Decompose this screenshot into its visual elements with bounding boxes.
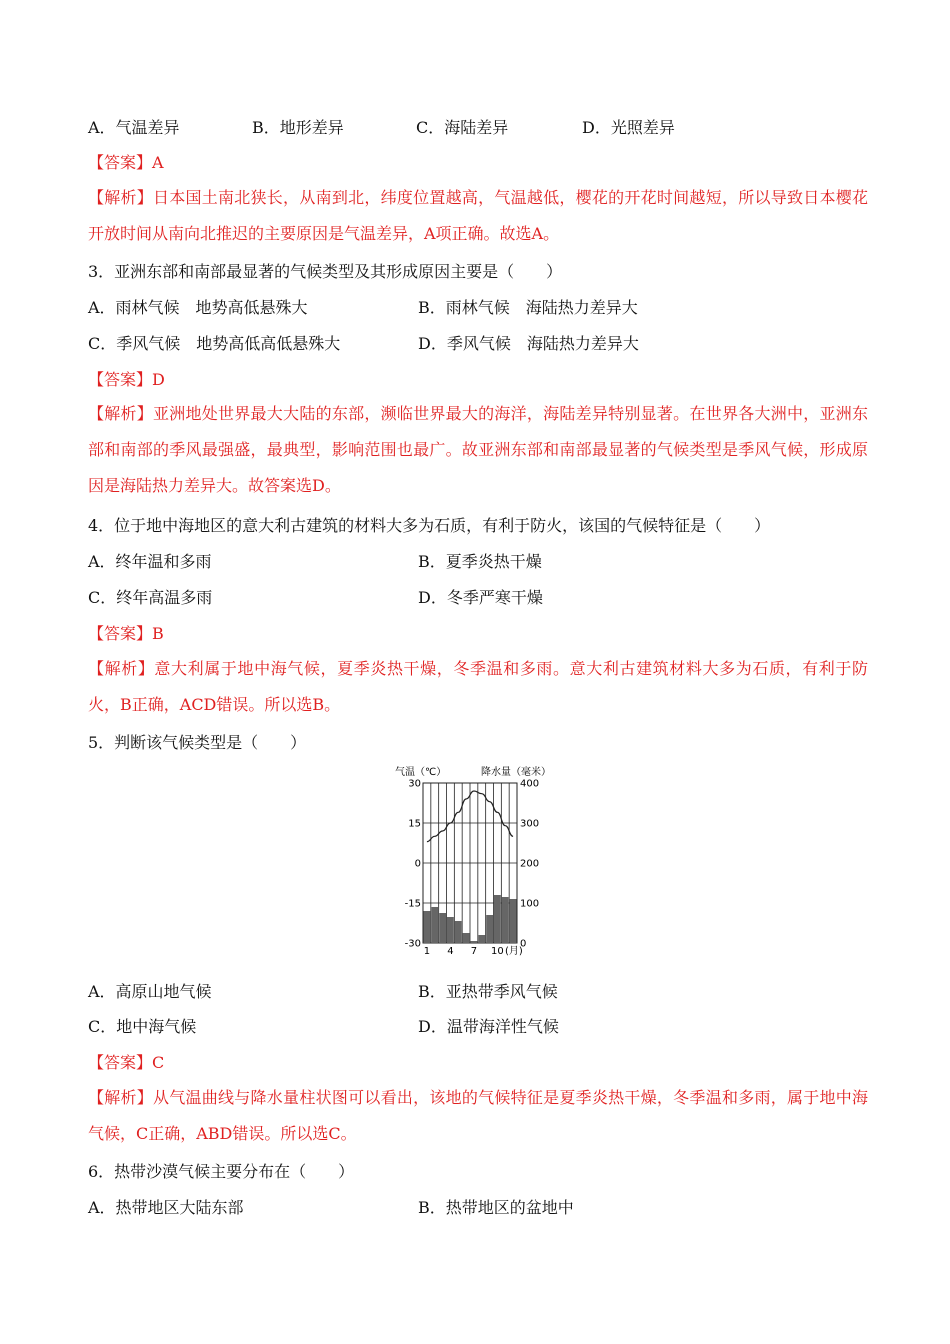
right-tick-label: 100 [520,898,540,910]
precipitation-bar [510,899,517,943]
q5-option-d: D．温带海洋性气候 [418,1017,559,1036]
right-tick-label: 400 [520,778,540,790]
q3-option-d: D．季风气候 海陆热力差异大 [418,334,639,353]
precipitation-bar [455,921,462,943]
q3-option-b: B．雨林气候 海陆热力差异大 [418,298,638,317]
q2-answer: 【答案】A [88,153,164,172]
right-axis-label: 降水量（毫米） [481,767,551,778]
precipitation-bar [486,915,493,943]
q4-option-a: A．终年温和多雨 [88,552,212,571]
q5-answer: 【答案】C [88,1053,165,1072]
q6-option-a: A．热带地区大陆东部 [88,1198,244,1217]
q3-stem: 3．亚洲东部和南部最显著的气候类型及其形成原因主要是（ ） [88,262,563,281]
x-tick-label: 1 [423,946,431,957]
left-tick-label: -15 [404,898,421,910]
q3-options-row2 [88,334,868,354]
x-tick-label: 7 [470,946,478,957]
precipitation-bar [463,933,470,943]
q5-options-row2 [88,1017,868,1037]
q2-option-a: A．气温差异 [88,118,180,137]
q2-option-c: C．海陆差异 [416,118,509,137]
precipitation-bar [502,897,509,943]
right-tick-label: 0 [520,938,527,950]
q4-answer: 【答案】B [88,624,164,643]
q6-stem: 6．热带沙漠气候主要分布在（ ） [88,1162,355,1181]
q5-analysis: 【解析】从气温曲线与降水量柱状图可以看出，该地的气候特征是夏季炎热干燥，冬季温和多雨，属于地中海气候，C正确，ABD错误。所以选C。 [88,1088,868,1143]
right-tick-label: 300 [520,818,540,830]
q2-option-d: D．光照差异 [582,118,675,137]
q3-answer: 【答案】D [88,370,165,389]
precipitation-bar [439,913,446,943]
left-tick-label: 0 [414,858,421,870]
left-tick-label: 30 [408,778,421,790]
x-tick-label: 10 [491,946,504,957]
q4-options-row1 [88,552,868,572]
left-tick-label: 15 [408,818,421,830]
x-tick-label: 4 [447,946,454,957]
precipitation-bar [447,917,454,943]
q4-analysis: 【解析】意大利属于地中海气候，夏季炎热干燥，冬季温和多雨。意大利古建筑材料大多为石质，有利于防火，B正确，ACD错误。所以选B。 [88,659,868,714]
q5-option-a: A．高原山地气候 [88,982,212,1001]
precipitation-bar [431,907,438,943]
q2-analysis: 【解析】日本国土南北狭长，从南到北，纬度位置越高，气温越低，樱花的开花时间越短，所以导致日本樱花开放时间从南向北推迟的主要原因是气温差异，A项正确。故选A。 [88,188,868,243]
right-axis-ticks [520,779,539,950]
q6-options-row1 [88,1198,868,1218]
q4-options-row2 [88,588,868,608]
q4-option-d: D．冬季严寒干燥 [418,588,543,607]
q3-option-a: A．雨林气候 地势高低悬殊大 [88,298,308,317]
x-axis-ticks [424,946,504,957]
q2-option-b: B．地形差异 [252,118,344,137]
q4-option-c: C．终年高温多雨 [88,588,213,607]
climate-chart [385,763,565,959]
q6-option-b: B．热带地区的盆地中 [418,1198,574,1217]
q5-option-b: B．亚热带季风气候 [418,982,558,1001]
left-tick-label: -30 [404,938,421,950]
left-axis-ticks [405,779,421,950]
precipitation-bar [478,935,485,943]
left-axis-label: 气温（℃） [395,767,447,778]
precipitation-bar [424,911,431,943]
q3-options-row1 [88,298,868,318]
q5-options-row1 [88,982,868,1002]
right-tick-label: 200 [520,858,540,870]
q4-option-b: B．夏季炎热干燥 [418,552,542,571]
x-axis-label: (月) [505,946,523,957]
q4-stem: 4．位于地中海地区的意大利古建筑的材料大多为石质，有利于防火，该国的气候特征是（ ） [88,516,771,535]
q2-options [88,118,868,138]
q5-option-c: C．地中海气候 [88,1017,197,1036]
q5-stem: 5．判断该气候类型是（ ） [88,733,307,752]
precipitation-bar [471,941,478,943]
q3-option-c: C．季风气候 地势高低高低悬殊大 [88,334,341,353]
q3-analysis: 【解析】亚洲地处世界最大大陆的东部，濒临世界最大的海洋，海陆差异特别显著。在世界各大洲中，亚洲东部和南部的季风最强盛，最典型，影响范围也最广。故亚洲东部和南部最显著的气候类型是季风气候，形成原因是海陆热力差异大。故答案选D。 [88,404,868,495]
precipitation-bar [494,895,501,943]
